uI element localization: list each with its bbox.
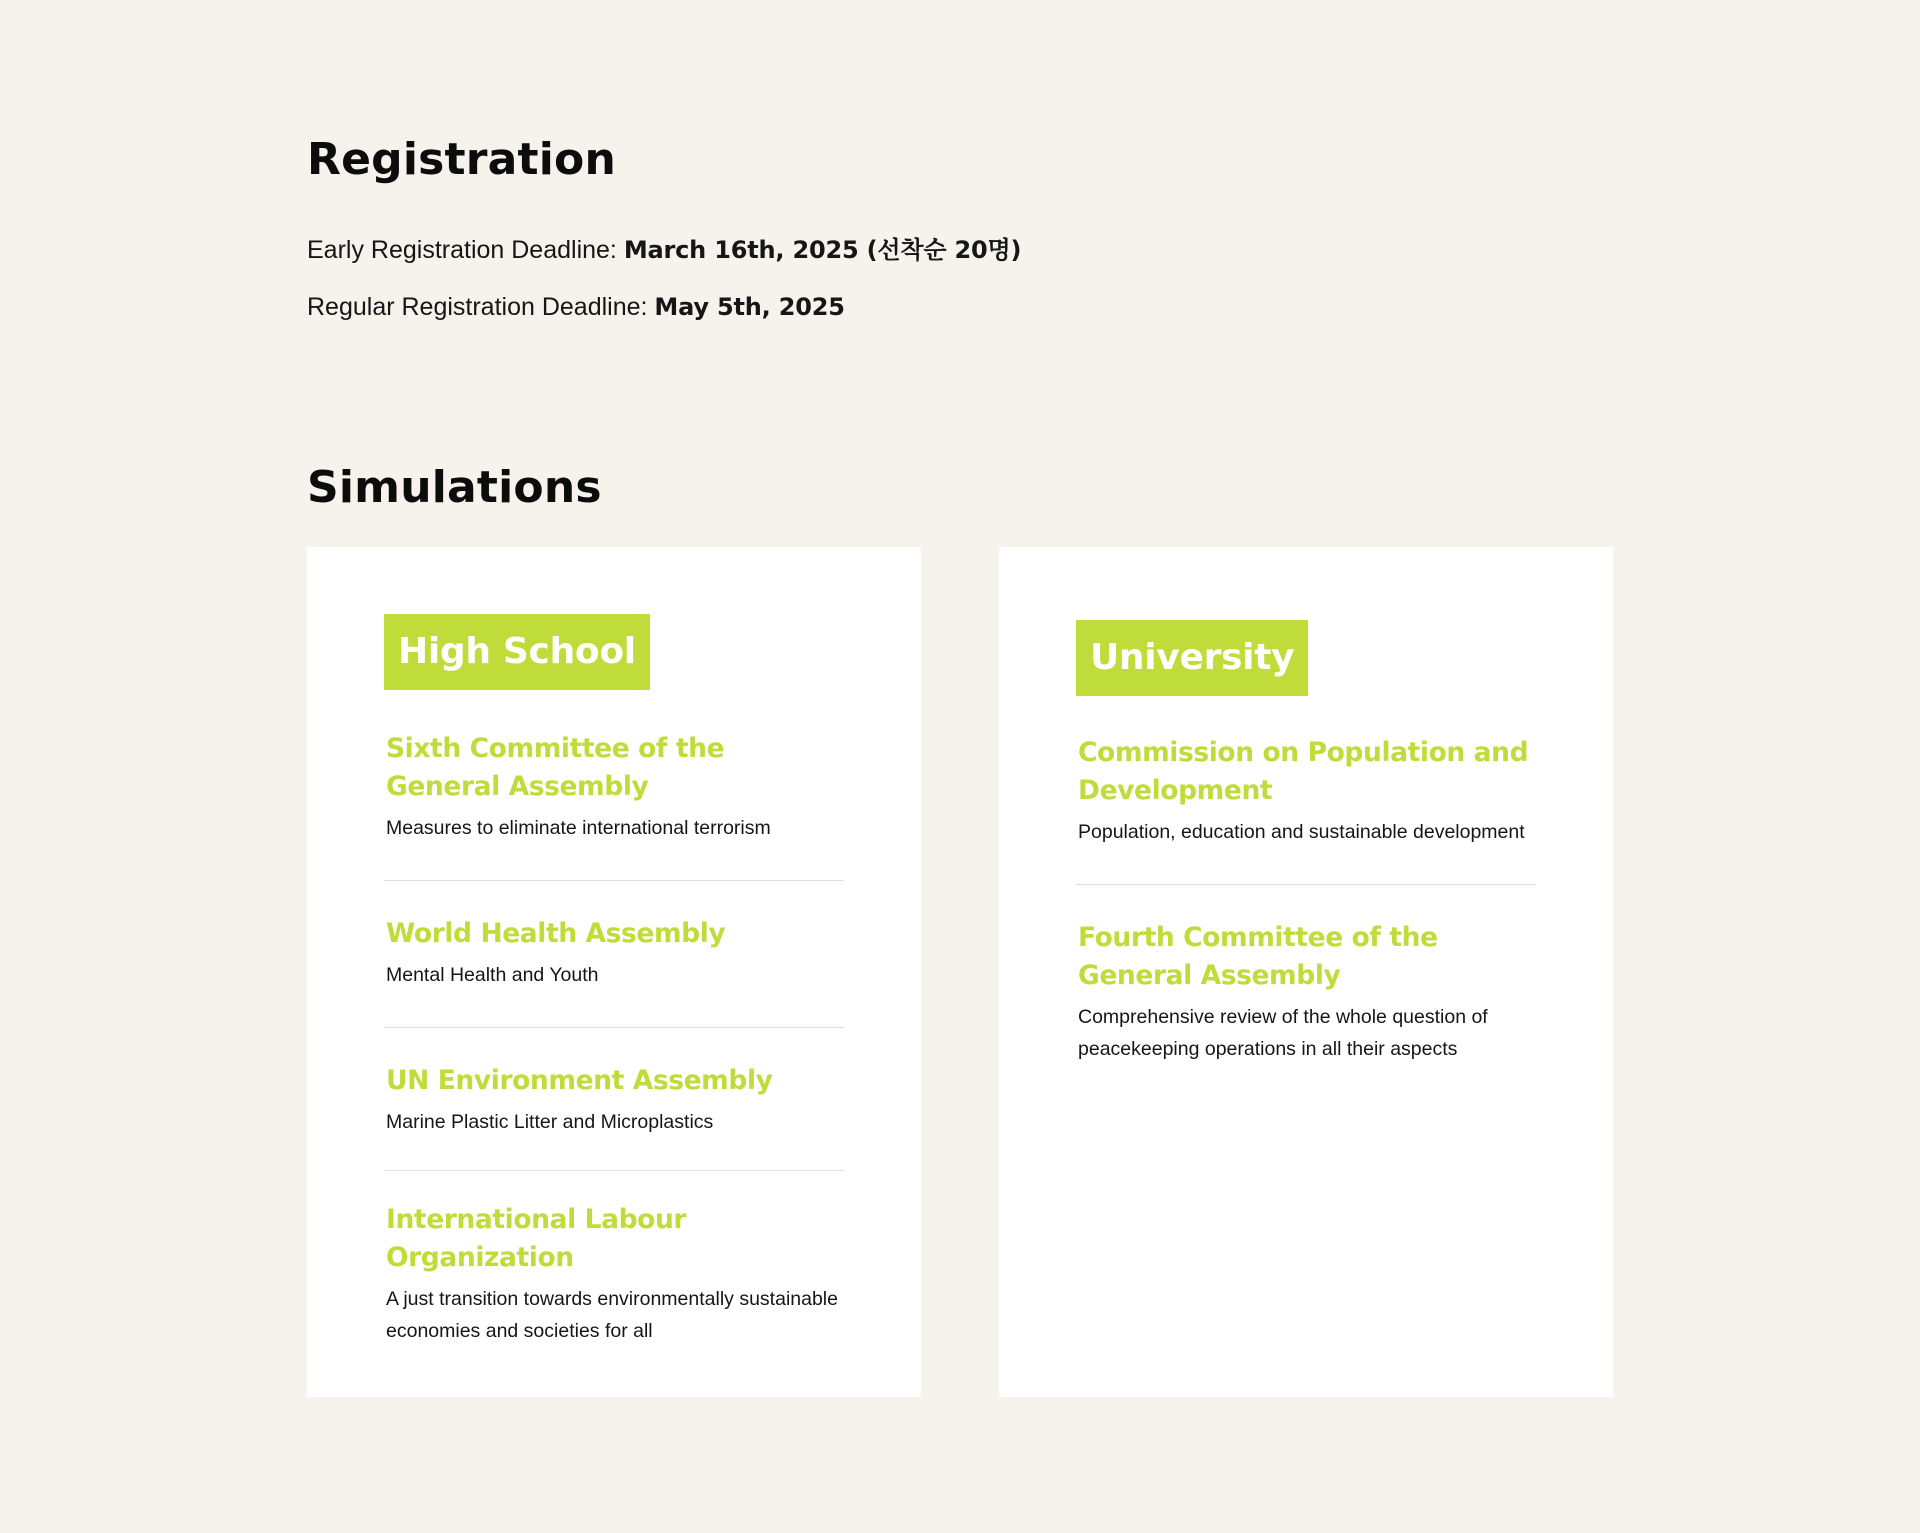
- high-school-card: [307, 547, 921, 1397]
- registration-heading: Registration: [307, 134, 616, 185]
- committee-name: Sixth Committee of the General Assembly: [386, 733, 725, 802]
- university-card: [999, 547, 1613, 1397]
- committee-item: [384, 730, 844, 881]
- committee-topic: Marine Plastic Litter and Microplastics: [386, 1111, 714, 1133]
- simulations-heading: Simulations: [307, 462, 602, 513]
- committee-name: International Labour Organization: [386, 1204, 687, 1273]
- committee-name: Commission on Population and Development: [1078, 737, 1529, 806]
- regular-registration-deadline: [307, 289, 845, 325]
- committee-item: [384, 1201, 844, 1379]
- early-deadline-value: March 16th, 2025 (선착순 20명): [623, 236, 1022, 264]
- university-badge: University: [1076, 620, 1308, 696]
- early-registration-deadline: [307, 232, 1021, 268]
- committee-topic: A just transition towards environmentally sustainable economies and societies for all: [386, 1288, 838, 1342]
- committee-topic: Mental Health and Youth: [386, 964, 599, 986]
- committee-item: [384, 1062, 844, 1171]
- committee-name: Fourth Committee of the General Assembly: [1078, 922, 1438, 991]
- committee-topic: Comprehensive review of the whole question of peacekeeping operations in all their aspects: [1078, 1006, 1488, 1060]
- early-deadline-label: Early Registration Deadline:: [307, 236, 624, 264]
- high-school-badge: High School: [384, 614, 650, 690]
- committee-item: [1076, 734, 1536, 885]
- regular-deadline-label: Regular Registration Deadline:: [307, 293, 655, 321]
- committee-name: UN Environment Assembly: [386, 1065, 773, 1096]
- committee-topic: Population, education and sustainable development: [1078, 821, 1525, 843]
- university-committee-list: [1076, 734, 1536, 1101]
- committee-name: World Health Assembly: [386, 918, 726, 949]
- committee-item: [384, 915, 844, 1028]
- committee-item: [1076, 919, 1536, 1101]
- regular-deadline-value: May 5th, 2025: [654, 293, 845, 321]
- high-school-committee-list: [384, 730, 844, 1409]
- committee-topic: Measures to eliminate international terrorism: [386, 817, 771, 839]
